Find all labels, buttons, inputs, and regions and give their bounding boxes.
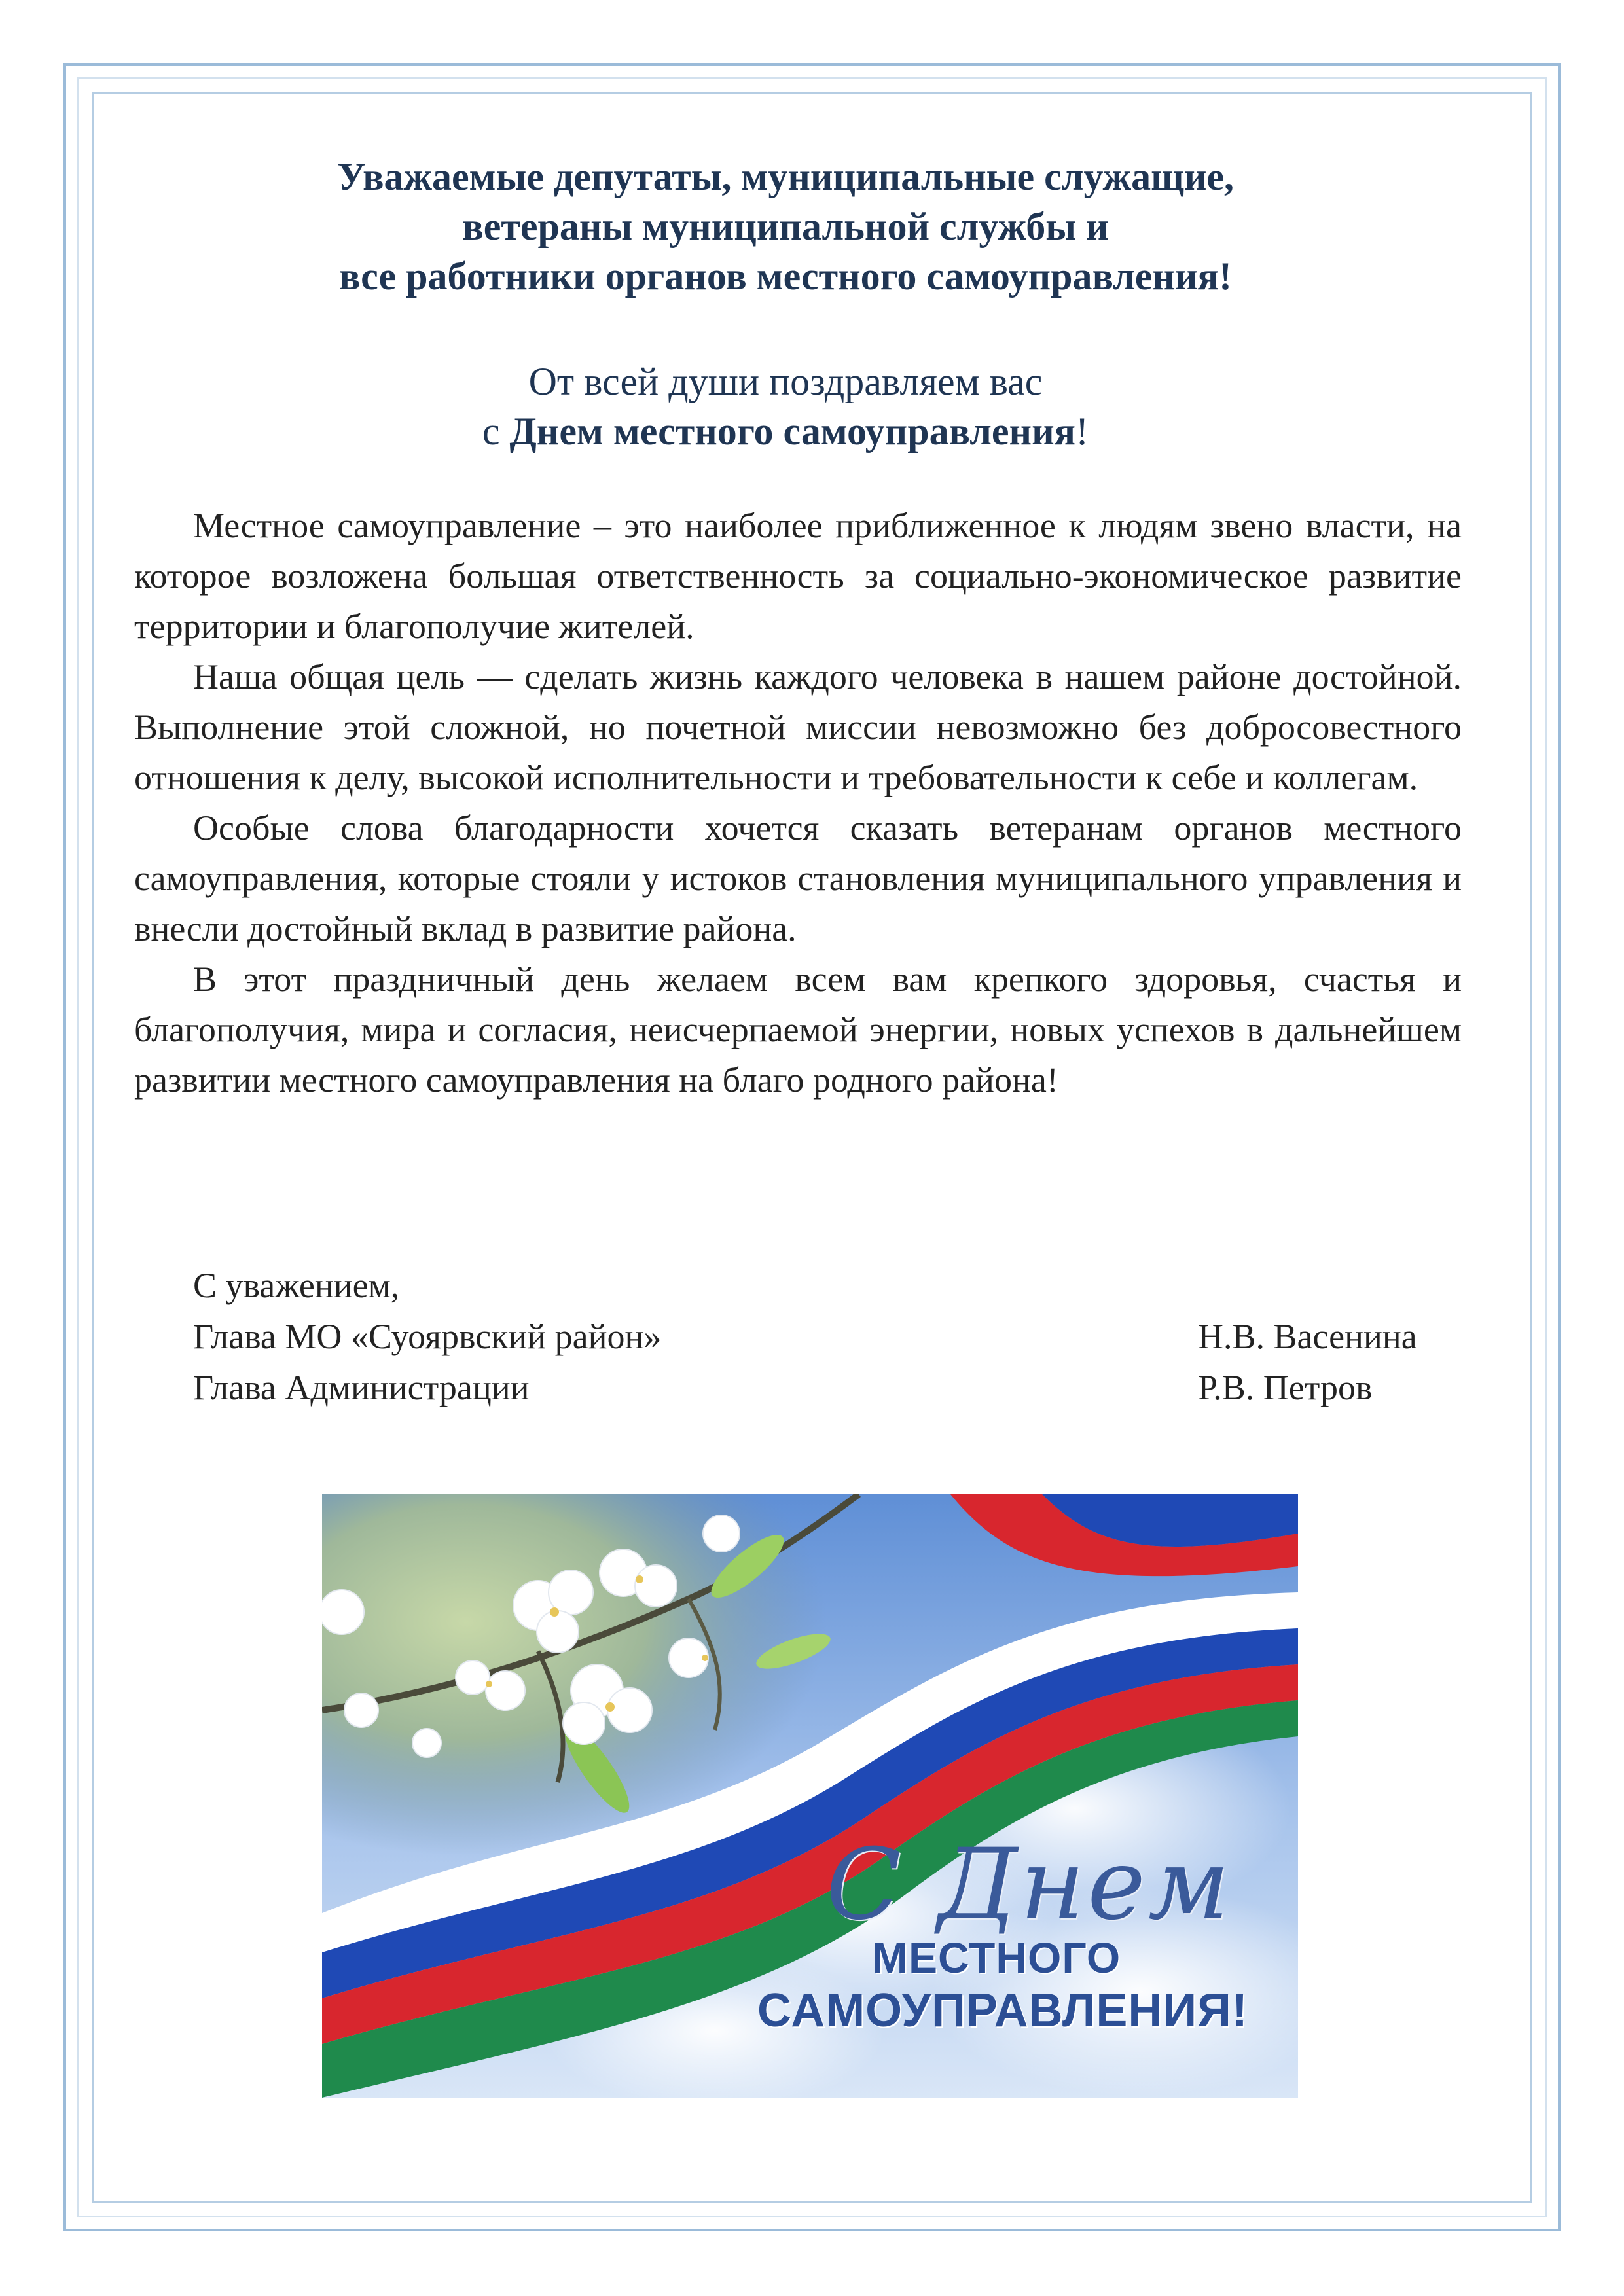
signature-closing: С уважением, [193,1266,400,1305]
paragraph: Особые слова благодарности хочется сказать ветеранам органов местного самоуправления, которые стояли у истоков становления муниципального управления и внесли достойный вклад в развитие района. [134,808,1462,948]
paragraph: Местное самоуправление – это наиболее приближенное к людям звено власти, на которое возложена большая ответственность за социально-экономическое развитие территории и благополучие жителей. [134,506,1462,646]
card-title: С Днем [826,1828,1233,1942]
card-subtitle-2: САМОУПРАВЛЕНИЯ! [757,1984,1248,2037]
headline-line-1: Уважаемые депутаты, муниципальные служащие, [336,155,1235,198]
greeting-prefix: с [482,410,510,453]
greeting-card-image [322,1494,1298,2098]
greeting [196,357,1375,456]
paragraph: Наша общая цель — сделать жизнь каждого человека в нашем районе достойной. Выполнение этой сложной, но почетной миссии невозможно без добросовестного отношения к делу, высокой исполнительности и требовательности к себе и коллегам. [134,657,1462,797]
greeting-holiday-name: Днем местного самоуправления [509,410,1076,453]
headline [196,152,1375,301]
signature-title: Глава МО «Суоярвский район» [193,1317,662,1356]
signature-name: Р.В. Петров [1198,1368,1373,1407]
paragraph: В этот праздничный день желаем всем вам крепкого здоровья, счастья и благополучия, мира и согласия, неисчерпаемой энергии, новых успехов в дальнейшем развитии местного самоуправления на благо родного района! [134,960,1462,1100]
letter-body [134,501,1462,1105]
headline-line-3: все работники органов местного самоуправления! [338,255,1232,298]
card-subtitle-1: МЕСТНОГО [872,1933,1121,1982]
signature-row [193,1362,1437,1413]
greeting-suffix: ! [1075,410,1089,453]
signature-title: Глава Администрации [193,1368,530,1407]
signature-block [193,1260,1437,1413]
signature-name: Н.В. Васенина [1198,1317,1417,1356]
greeting-line-1: От всей души поздравляем вас [528,360,1043,403]
greeting-line-2 [196,406,1375,456]
headline-line-2: ветераны муниципальной службы и [462,205,1109,248]
signature-row [193,1311,1437,1362]
